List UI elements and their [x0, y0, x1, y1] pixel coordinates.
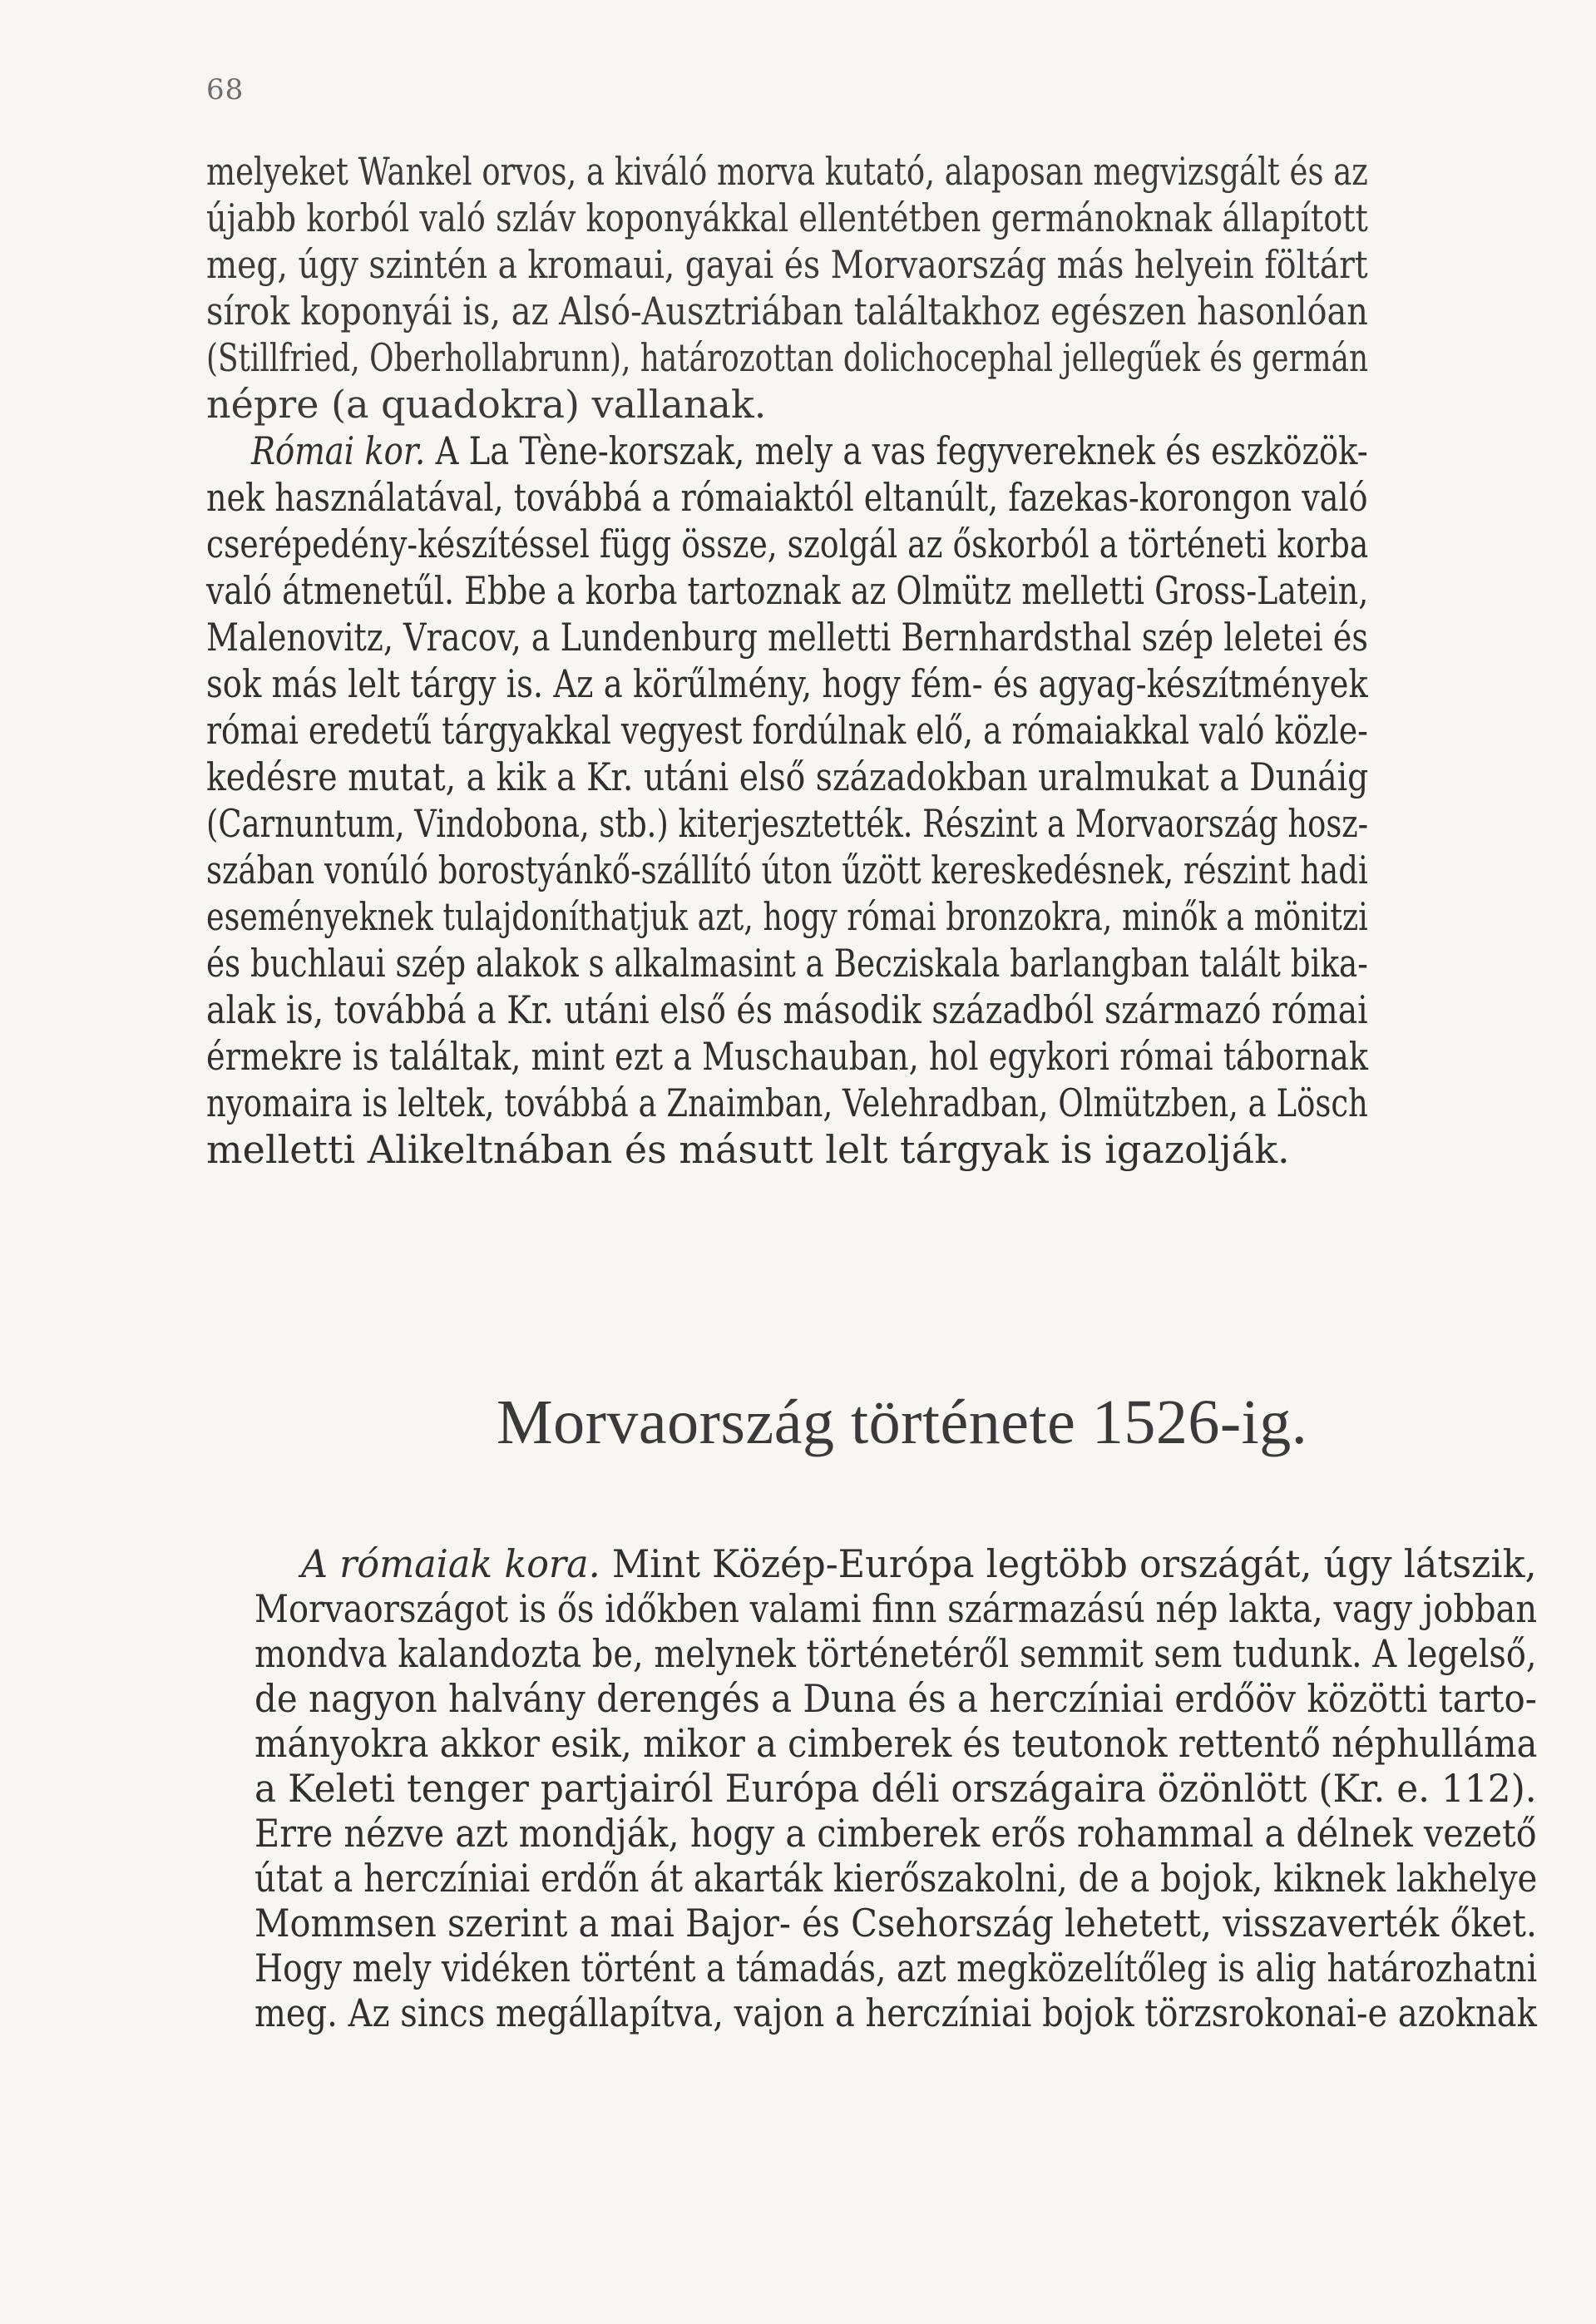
text-line: (Carnuntum, Vindobona, stb.) kiterjesztették. Részint a Morvaország hosz- [206, 801, 1369, 846]
romans-era-first-line-rest: Mint Közép-Európa legtöbb országát, úgy látszik, [600, 1541, 1537, 1586]
text-line: cserépedény-készítéssel függ össze, szolgál az őskorból a történeti korba [206, 522, 1369, 566]
text-line: kedésre mutat, a kik a Kr. utáni első századokban uralmukat a Dunáig [206, 754, 1369, 799]
text-line: népre (a quadokra) vallanak. [206, 382, 767, 427]
text-line: de nagyon halvány derengés a Duna és a herczíniai erdőöv közötti tarto- [254, 1676, 1537, 1721]
text-line: újabb korból való szláv koponyákkal ellentétben germánoknak állapított [206, 195, 1368, 240]
text-line: Malenovitz, Vracov, a Lundenburg melletti Bernhardsthal szép leletei és [206, 615, 1368, 660]
text-line: (Stillfried, Oberhollabrunn), határozottan dolichocephal jellegűek és germán [206, 335, 1369, 380]
text-line: nek használatával, továbbá a rómaiaktól eltanúlt, fazekas-korongon való [206, 475, 1368, 520]
text-line: alak is, továbbá a Kr. utáni első és második századból származó római [206, 987, 1368, 1032]
text-line: nyomaira is leltek, továbbá a Znaimban, Velehradban, Olmützben, a Lösch [206, 1080, 1368, 1125]
text-line: meg. Az sincs megállapítva, vajon a herczíniai bojok törzsrokonai-e azoknak [254, 1990, 1537, 2035]
page-number: 68 [206, 73, 245, 106]
text-line-roman-first [251, 428, 1368, 474]
text-line: római eredetű tárgyakkal vegyest fordúlnak elő, a rómaiakkal való közle- [206, 708, 1368, 753]
text-line: mondva kalandozta be, melynek történetéről semmit sem tudunk. A legelső, [254, 1631, 1537, 1676]
roman-era-label: Római kor. [251, 428, 426, 473]
text-line-romans-first [301, 1540, 1537, 1587]
text-line: meg, úgy szintén a kromaui, gayai és Morvaország más helyein föltárt [206, 242, 1368, 287]
romans-era-label: A rómaiak kora. [301, 1541, 600, 1586]
text-line: való átmenetűl. Ebbe a korba tartoznak az Olmütz melletti Gross-Latein, [206, 568, 1369, 613]
text-line: és buchlaui szép alakok s alkalmasint a Becziskala barlangban talált bika- [206, 941, 1368, 986]
text-line: Hogy mely vidéken történt a támadás, azt megközelítőleg is alig határozhatni [254, 1946, 1538, 1990]
text-line: Mommsen szerint a mai Bajor- és Csehország lehetett, visszaverték őket. [254, 1901, 1538, 1946]
text-line: sírok koponyái is, az Alsó-Ausztriában találtakhoz egészen hasonlóan [206, 289, 1368, 334]
text-line: szában vonúló borostyánkő-szállító úton űzött kereskedésnek, részint hadi [206, 848, 1368, 893]
text-line: a Keleti tenger partjairól Európa déli országaira özönlött (Kr. e. 112). [254, 1766, 1537, 1811]
roman-era-first-line-rest: A La Tène-korszak, mely a vas fegyvereknek és eszközök- [425, 428, 1368, 473]
text-line: eseményeknek tulajdoníthatjuk azt, hogy római bronzokra, minők a mönitzi [206, 894, 1368, 939]
text-line: sok más lelt tárgy is. Az a körűlmény, hogy fém- és agyag-készítmények [206, 661, 1368, 706]
text-line: melyeket Wankel orvos, a kiváló morva kutató, alaposan megvizsgált és az [206, 149, 1368, 194]
text-line: Erre nézve azt mondják, hogy a cimberek erős rohammal a délnek vezető [254, 1811, 1537, 1856]
text-line: mányokra akkor esik, mikor a cimberek és teutonok rettentő néphulláma [254, 1721, 1538, 1766]
text-line: érmekre is találtak, mint ezt a Muschauban, hol egykori római tábornak [206, 1034, 1368, 1079]
chapter-heading: Morvaország története 1526-ig. [497, 1387, 1308, 1457]
text-line: útat a herczíniai erdőn át akarták kierőszakolni, de a bojok, kiknek lakhelye [254, 1856, 1538, 1901]
text-line: Morvaországot is ős időkben valami finn származású nép lakta, vagy jobban [254, 1586, 1538, 1631]
text-line: melletti Alikeltnában és másutt lelt tárgyak is igazolják. [206, 1127, 1290, 1172]
